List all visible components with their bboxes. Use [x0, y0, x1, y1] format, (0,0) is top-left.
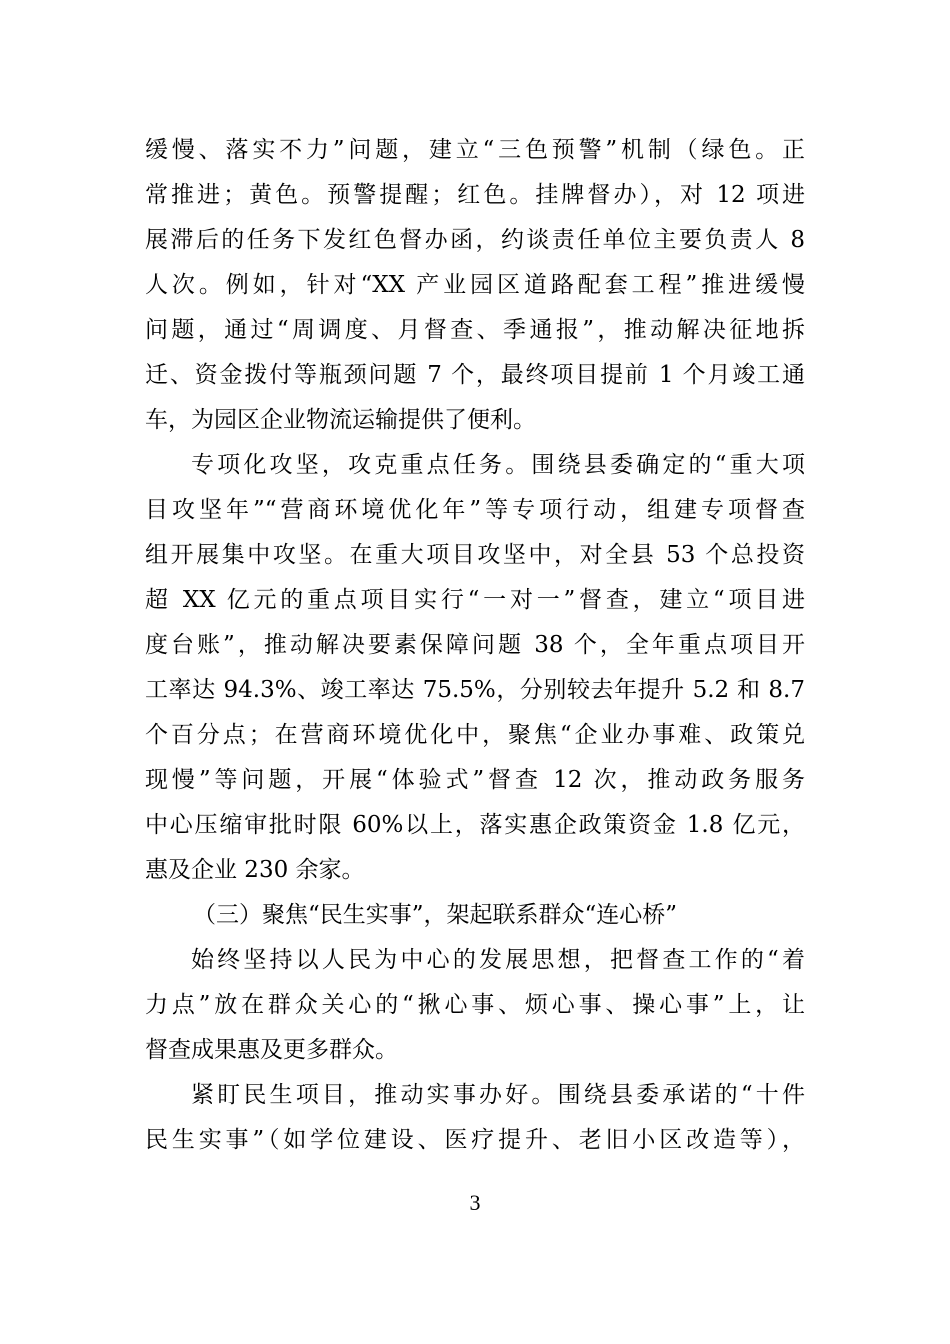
text-line: 个百分点；在营商环境优化中，聚焦“企业办事难、政策兑 — [145, 722, 805, 748]
text-line: 民生实事”（如学位建设、医疗提升、老旧小区改造等）， — [145, 1127, 805, 1153]
section-heading: （三）聚焦“民生实事”，架起联系群众“连心桥” — [193, 902, 678, 928]
text-line: 缓慢、落实不力”问题，建立“三色预警”机制（绿色。正 — [145, 137, 805, 163]
text-line: 车，为园区企业物流运输提供了便利。 — [145, 407, 536, 433]
text-line: 现慢”等问题，开展“体验式”督查 12 次，推动政务服务 — [145, 767, 805, 793]
text-line: 力点”放在群众关心的“揪心事、烦心事、操心事”上，让 — [145, 992, 805, 1018]
text-line: 超 XX 亿元的重点项目实行“一对一”督查，建立“项目进 — [145, 587, 805, 613]
text-line: 人次。例如，针对“XX 产业园区道路配套工程”推进缓慢 — [145, 272, 805, 298]
text-line: 惠及企业 230 余家。 — [145, 857, 365, 883]
body-text — [145, 128, 805, 1163]
paragraph-first-line: 始终坚持以人民为中心的发展思想，把督查工作的“着 — [191, 947, 805, 973]
paragraph-first-line: 紧盯民生项目，推动实事办好。围绕县委承诺的“十件 — [191, 1082, 805, 1108]
page-number: 3 — [469, 1190, 481, 1215]
text-line: 问题，通过“周调度、月督查、季通报”，推动解决征地拆 — [145, 317, 805, 343]
text-line: 展滞后的任务下发红色督办函，约谈责任单位主要负责人 8 — [145, 227, 805, 253]
text-line: 度台账”，推动解决要素保障问题 38 个，全年重点项目开 — [145, 632, 805, 658]
text-line: 目攻坚年”“营商环境优化年”等专项行动，组建专项督查 — [145, 497, 805, 523]
text-line: 常推进；黄色。预警提醒；红色。挂牌督办），对 12 项进 — [145, 182, 805, 208]
text-line: 组开展集中攻坚。在重大项目攻坚中，对全县 53 个总投资 — [145, 542, 805, 568]
text-line: 督查成果惠及更多群众。 — [145, 1037, 398, 1063]
text-line: 中心压缩审批时限 60%以上，落实惠企政策资金 1.8 亿元， — [145, 812, 805, 838]
paragraph-first-line: 专项化攻坚，攻克重点任务。围绕县委确定的“重大项 — [191, 452, 805, 478]
text-line: 工率达 94.3%、竣工率达 75.5%，分别较去年提升 5.2 和 8.7 — [145, 677, 805, 703]
text-line: 迁、资金拨付等瓶颈问题 7 个，最终项目提前 1 个月竣工通 — [145, 362, 805, 388]
